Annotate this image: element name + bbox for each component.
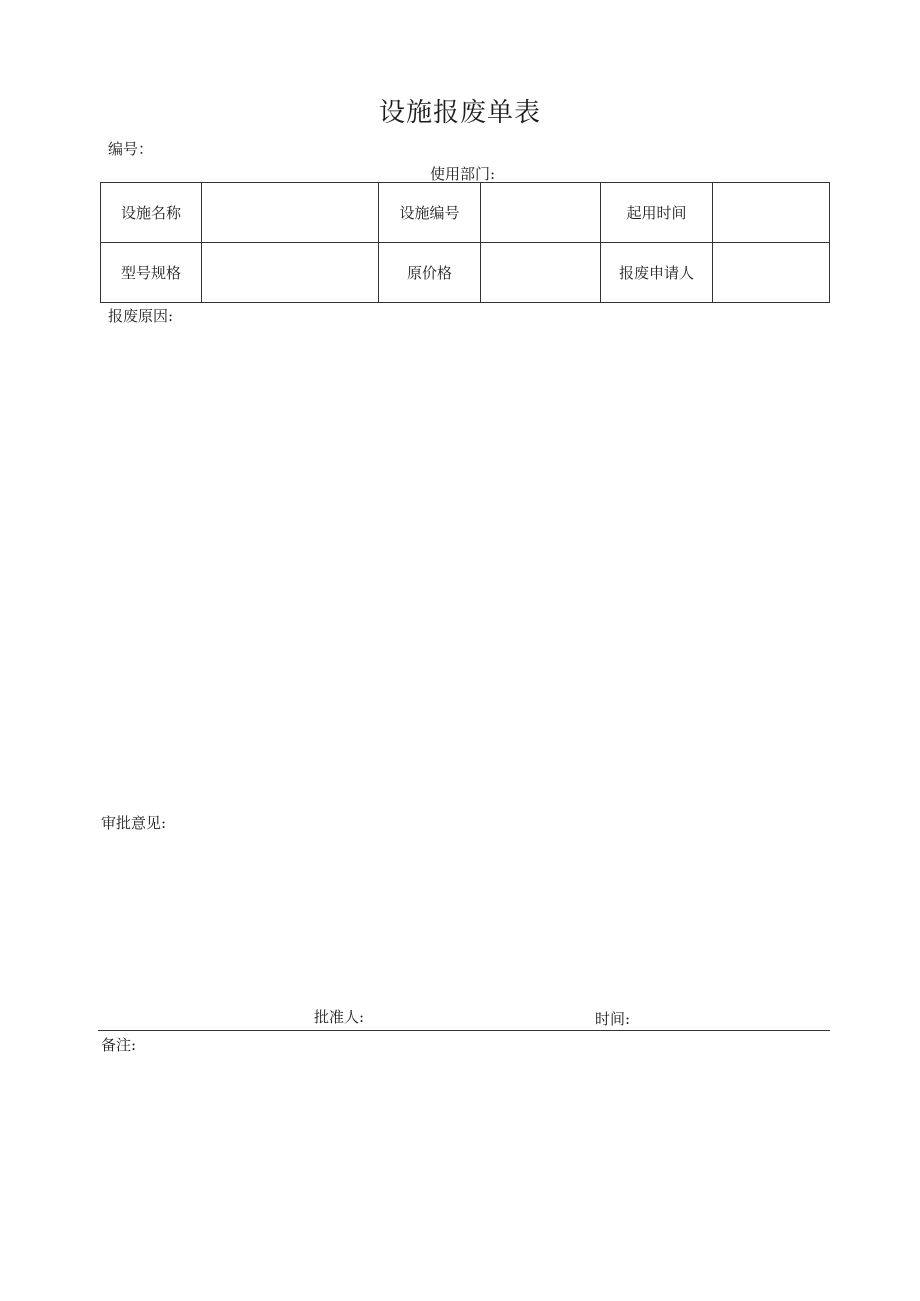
table-row xyxy=(101,243,830,303)
start-date-value[interactable] xyxy=(713,183,830,243)
remarks-label: 备注: xyxy=(101,1036,137,1054)
facility-name-value[interactable] xyxy=(202,183,379,243)
facility-number-value[interactable] xyxy=(481,183,601,243)
number-label: 编号： xyxy=(108,140,154,158)
model-spec-label: 型号规格 xyxy=(101,243,202,303)
applicant-value[interactable] xyxy=(713,243,830,303)
department-label: 使用部门: xyxy=(430,165,496,183)
time-label: 时间: xyxy=(595,1010,631,1028)
facility-info-table xyxy=(100,182,830,303)
original-price-label: 原价格 xyxy=(379,243,481,303)
scrap-reason-label: 报废原因: xyxy=(108,307,174,325)
divider-line xyxy=(98,1030,830,1031)
approver-label: 批准人: xyxy=(314,1008,365,1026)
facility-name-label: 设施名称 xyxy=(101,183,202,243)
page-title: 设施报废单表 xyxy=(378,98,541,128)
model-spec-value[interactable] xyxy=(202,243,379,303)
applicant-label: 报废申请人 xyxy=(601,243,713,303)
original-price-value[interactable] xyxy=(481,243,601,303)
table-row xyxy=(101,183,830,243)
approval-opinion-label: 审批意见: xyxy=(101,814,167,832)
facility-number-label: 设施编号 xyxy=(379,183,481,243)
start-date-label: 起用时间 xyxy=(601,183,713,243)
